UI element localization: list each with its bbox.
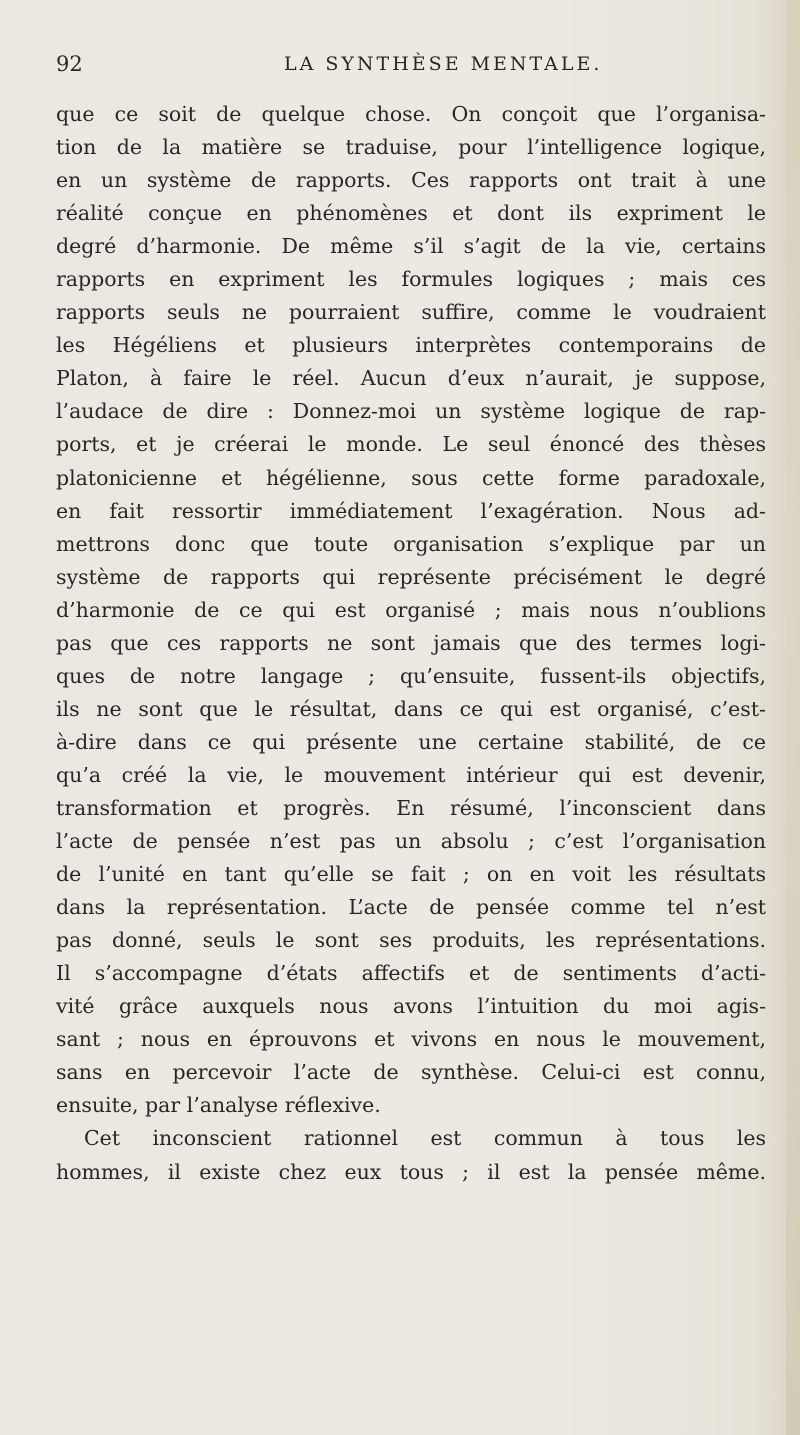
text-line: réalité conçue en phénomènes et dont ils expriment le [56, 201, 766, 226]
text-line: dans la représentation. L’acte de pensée comme tel n’est [56, 895, 766, 920]
text-line: ils ne sont que le résultat, dans ce qui est organisé, c’est- [56, 696, 766, 721]
text-line: sans en percevoir l’acte de synthèse. Celui-ci est connu, [56, 1060, 766, 1085]
text-line: degré d’harmonie. De même s’il s’agit de la vie, certains [56, 234, 766, 259]
text-line: de l’unité en tant qu’elle se fait ; on en voit les résultats [56, 862, 766, 887]
text-line: rapports seuls ne pourraient suffire, comme le voudraient [56, 300, 766, 325]
text-line: transformation et progrès. En résumé, l’inconscient dans [56, 795, 766, 820]
text-line: ques de notre langage ; qu’ensuite, fussent-ils objectifs, [56, 663, 766, 688]
paragraph-first-line: Cet inconscient rationnel est commun à tous les [84, 1126, 766, 1151]
text-line: hommes, il existe chez eux tous ; il est la pensée même. [56, 1159, 766, 1184]
text-line: vité grâce auxquels nous avons l’intuition du moi agis- [56, 994, 766, 1019]
text-line: sant ; nous en éprouvons et vivons en nous le mouvement, [56, 1027, 766, 1052]
text-line: mettrons donc que toute organisation s’explique par un [56, 531, 766, 556]
text-line: à-dire dans ce qui présente une certaine stabilité, de ce [56, 729, 766, 754]
text-line: les Hégéliens et plusieurs interprètes contemporains de [56, 333, 766, 358]
text-line: Il s’accompagne d’états affectifs et de sentiments d’acti- [56, 961, 766, 986]
text-line: Platon, à faire le réel. Aucun d’eux n’aurait, je suppose, [56, 366, 766, 391]
text-line: platonicienne et hégélienne, sous cette forme paradoxale, [56, 465, 766, 490]
text-line: rapports en expriment les formules logiques ; mais ces [56, 267, 766, 292]
text-line: ports, et je créerai le monde. Le seul énoncé des thèses [56, 432, 766, 457]
text-line: tion de la matière se traduise, pour l’intelligence logique, [56, 135, 766, 160]
page-edge-stain [786, 0, 800, 1435]
text-line: l’audace de dire : Donnez-moi un système logique de rap- [56, 399, 766, 424]
page-number: 92 [56, 52, 83, 76]
page-header [56, 52, 776, 82]
text-line: qu’a créé la vie, le mouvement intérieur qui est devenir, [56, 762, 766, 787]
text-line: en un système de rapports. Ces rapports ont trait à une [56, 168, 766, 193]
text-line: pas que ces rapports ne sont jamais que des termes logi- [56, 630, 766, 655]
text-line: pas donné, seuls le sont ses produits, les représentations. [56, 928, 766, 953]
running-title: LA SYNTHÈSE MENTALE. [284, 53, 603, 75]
paragraph-last-line: ensuite, par l’analyse réflexive. [56, 1093, 381, 1118]
body-text [56, 98, 766, 1189]
text-line: d’harmonie de ce qui est organisé ; mais nous n’oublions [56, 597, 766, 622]
text-line: l’acte de pensée n’est pas un absolu ; c’est l’organisation [56, 829, 766, 854]
text-line: en fait ressortir immédiatement l’exagération. Nous ad- [56, 498, 766, 523]
text-line: que ce soit de quelque chose. On conçoit que l’organisa- [56, 102, 766, 126]
text-line: système de rapports qui représente précisément le degré [56, 564, 766, 589]
